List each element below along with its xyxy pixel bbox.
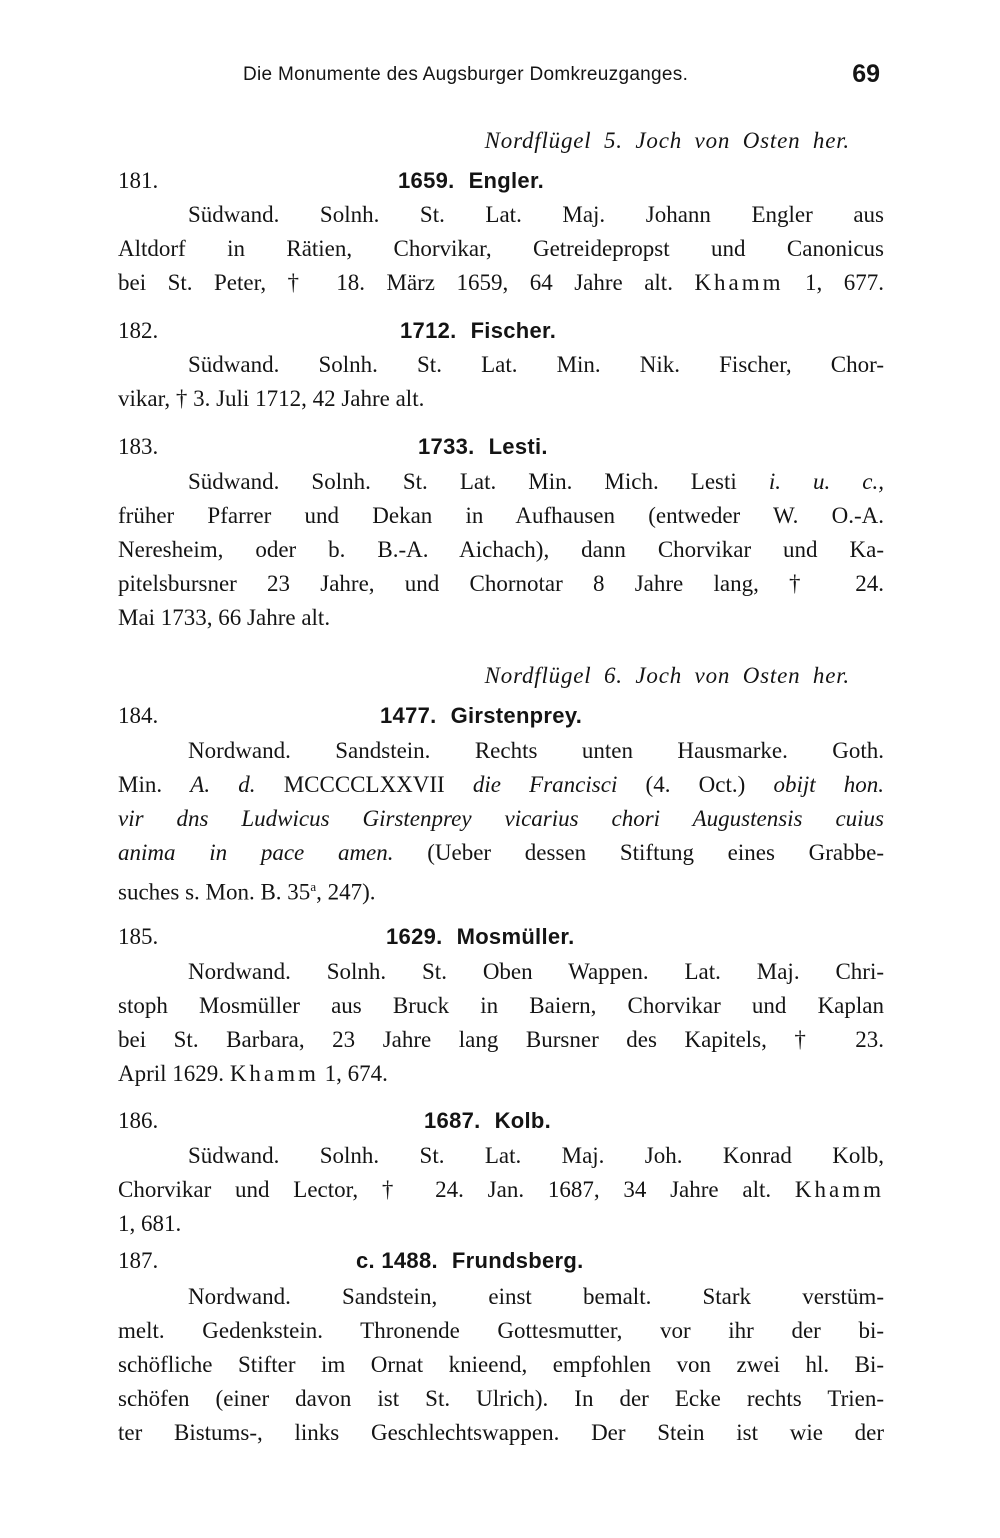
entry-title: [356, 1248, 584, 1274]
entry-title: [380, 703, 582, 729]
entry-year: 1687.: [424, 1108, 481, 1133]
text-segment: (Ueber dessen Stiftung eines Grabbe-: [427, 840, 884, 865]
entry-year: 1629.: [386, 924, 443, 949]
text-line: melt. Gedenkstein. Thronende Gottesmutter, vor ihr der bi-: [118, 1318, 884, 1343]
entry-year: 1733.: [418, 434, 475, 459]
entry-year: c. 1488.: [356, 1248, 438, 1273]
text-line: stoph Mosmüller aus Bruck in Baiern, Chorvikar und Kaplan: [118, 993, 884, 1018]
text-line: pitelsbursner 23 Jahre, und Chornotar 8 Jahre lang, † 24.: [118, 571, 884, 596]
inscription: obijt hon.: [773, 772, 885, 797]
text-segment: bei St. Peter, † 18. März 1659, 64 Jahre alt.: [118, 270, 673, 295]
text-line: vikar, † 3. Juli 1712, 42 Jahre alt.: [118, 386, 425, 411]
page-number: 69: [852, 60, 880, 88]
section-heading: Nordflügel 5. Joch von Osten her.: [484, 128, 850, 153]
superscript: a: [310, 879, 317, 894]
entry-name: Frundsberg.: [451, 1248, 584, 1273]
entry-heading: [118, 1248, 884, 1280]
entry-year: 1712.: [400, 318, 457, 343]
entry-heading: [118, 318, 884, 350]
entry-number: 186.: [118, 1108, 159, 1133]
entry-number: 185.: [118, 924, 159, 949]
entry-title: [424, 1108, 551, 1134]
text-line: 1, 681.: [118, 1211, 182, 1236]
text-segment: (4. Oct.): [645, 772, 746, 797]
inscription: anima in pace amen.: [118, 840, 394, 865]
abbreviation: i. u. c.,: [768, 469, 884, 494]
inscription: die Francisci: [472, 772, 618, 797]
entry-title: [418, 434, 548, 460]
entry-number: 184.: [118, 703, 159, 728]
text-line: [118, 465, 884, 499]
text-line: ter Bistums-, links Geschlechtswappen. Der Stein ist wie der: [118, 1420, 884, 1445]
text-line: Südwand. Solnh. St. Lat. Min. Nik. Fischer, Chor-: [188, 352, 884, 377]
text-line: Nordwand. Sandstein. Rechts unten Hausmarke. Goth.: [188, 738, 884, 763]
citation-author: Khamm: [794, 1177, 885, 1202]
entry-name: Kolb.: [494, 1108, 552, 1133]
text-line: [118, 870, 884, 904]
running-head: [118, 60, 884, 90]
text-line: Südwand. Solnh. St. Lat. Maj. Joh. Konrad Kolb,: [188, 1143, 884, 1168]
running-title: Die Monumente des Augsburger Domkreuzganges.: [243, 64, 689, 85]
text-line: schöfliche Stifter im Ornat knieend, empfohlen von zwei hl. Bi-: [118, 1352, 884, 1377]
entry-title: [400, 318, 556, 344]
text-segment: Chorvikar und Lector, † 24. Jan. 1687, 34 Jahre alt.: [118, 1177, 772, 1202]
entry-number: 182.: [118, 318, 159, 343]
entry-name: Mosmüller.: [456, 924, 575, 949]
citation-ref: 1, 674.: [324, 1061, 388, 1086]
text-line: [118, 266, 884, 300]
text-line: Neresheim, oder b. B.-A. Aichach), dann Chorvikar und Ka-: [118, 537, 884, 562]
citation-ref: 1, 677.: [805, 270, 885, 295]
text-line: [118, 768, 884, 802]
citation-author: Khamm: [229, 1061, 319, 1086]
entry-number: 187.: [118, 1248, 159, 1273]
entry-heading: [118, 703, 884, 735]
text-line: [118, 1173, 884, 1207]
entry-heading: [118, 434, 884, 466]
entry-title: [386, 924, 574, 950]
text-segment: April 1629.: [118, 1061, 225, 1086]
inscription-line: vir dns Ludwicus Girstenprey vicarius chori Augustensis cuius: [118, 806, 884, 831]
citation-author: Khamm: [694, 270, 784, 295]
text-line: Mai 1733, 66 Jahre alt.: [118, 605, 331, 630]
entry-year: 1477.: [380, 703, 437, 728]
text-segment: Südwand. Solnh. St. Lat. Min. Mich. Lesti: [188, 469, 737, 494]
text-segment: suches s. Mon. B. 35: [118, 879, 311, 905]
entry-name: Lesti.: [488, 434, 548, 459]
text-line: Nordwand. Sandstein, einst bemalt. Stark verstüm-: [188, 1284, 884, 1309]
entry-title: [398, 168, 544, 194]
entry-heading: [118, 1108, 884, 1140]
text-segment: , 247).: [316, 879, 376, 905]
inscription: A. d.: [190, 772, 256, 797]
text-line: [118, 836, 884, 870]
entry-year: 1659.: [398, 168, 455, 193]
text-line: Südwand. Solnh. St. Lat. Maj. Johann Engler aus: [188, 202, 884, 227]
entry-name: Fischer.: [470, 318, 557, 343]
text-segment: Min.: [118, 772, 163, 797]
entry-heading: [118, 168, 884, 200]
entry-number: 183.: [118, 434, 159, 459]
text-line: bei St. Barbara, 23 Jahre lang Bursner des Kapitels, † 23.: [118, 1027, 884, 1052]
section-heading: Nordflügel 6. Joch von Osten her.: [484, 663, 850, 688]
text-line: schöfen (einer davon ist St. Ulrich). In der Ecke rechts Trien-: [118, 1386, 884, 1411]
inscription-date: MCCCCLXXVII: [283, 772, 445, 797]
entry-heading: [118, 924, 884, 956]
text-line: [118, 1057, 884, 1091]
text-line: früher Pfarrer und Dekan in Aufhausen (entweder W. O.-A.: [118, 503, 884, 528]
text-line: Nordwand. Solnh. St. Oben Wappen. Lat. Maj. Chri-: [188, 959, 884, 984]
entry-number: 181.: [118, 168, 159, 193]
entry-name: Engler.: [468, 168, 545, 193]
entry-name: Girstenprey.: [450, 703, 583, 728]
text-line: Altdorf in Rätien, Chorvikar, Getreidepropst und Canonicus: [118, 236, 884, 261]
